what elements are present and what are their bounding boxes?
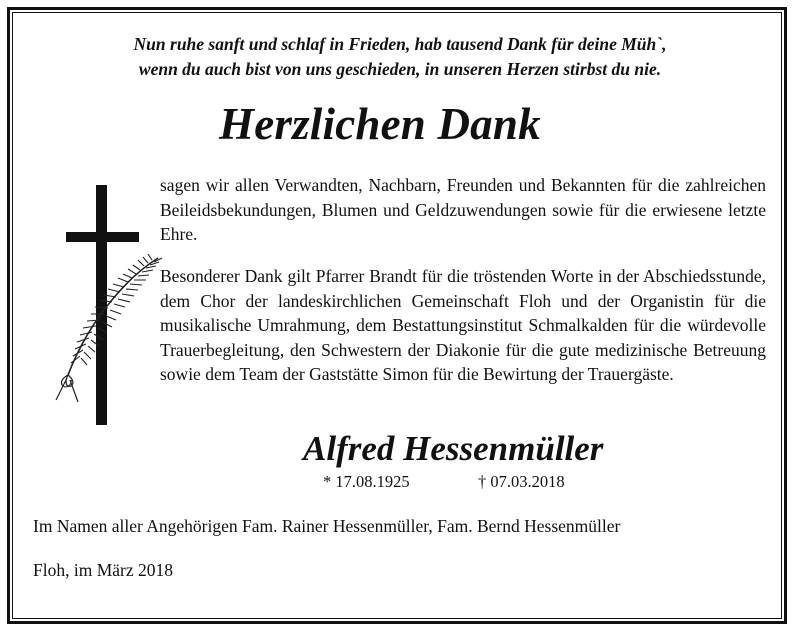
thanks-paragraph: sagen wir allen Verwandten, Nachbarn, Freunden und Bekannten für die zahlreichen Beileidsbekundungen, Blumen und Geldzuwendungen sowie für die erwiesene letzte Ehre. — [160, 175, 766, 244]
page-title: Herzlichen Dank — [219, 99, 541, 149]
cross-icon — [66, 185, 139, 425]
motto-line-1: Nun ruhe sanft und schlaf in Frieden, hab tausend Dank für deine Müh`, — [133, 34, 667, 54]
deceased-name: Alfred Hessenmüller — [303, 429, 604, 468]
motto-verse — [0, 32, 800, 82]
motto-line-2: wenn du auch bist von uns geschieden, in unseren Herzen stirbst du nie. — [138, 59, 662, 79]
place-and-date: Floh, im März 2018 — [33, 560, 173, 580]
special-thanks-paragraph: Besonderer Dank gilt Pfarrer Brandt für die tröstenden Worte in der Abschiedsstunde, dem Chor der landeskirchlichen Gemeinschaft Floh und der Organistin für die musikalische Umrahmung, dem Bestattungsinstitut Schmalkalden für die würdevolle Trauerbegleitung, den Schwestern der Diakonie für die gute medizinische Betreuung sowie dem Team der Gaststätte Simon für die Bewirtung der Trauergäste. — [160, 266, 766, 384]
palm-branch-icon — [56, 254, 162, 402]
family-signature: Im Namen aller Angehörigen Fam. Rainer Hessenmüller, Fam. Bernd Hessenmüller — [33, 516, 621, 536]
birth-date: * 17.08.1925 — [323, 472, 410, 491]
cross-with-palm-icon — [36, 180, 171, 430]
death-date: † 07.03.2018 — [478, 472, 565, 491]
